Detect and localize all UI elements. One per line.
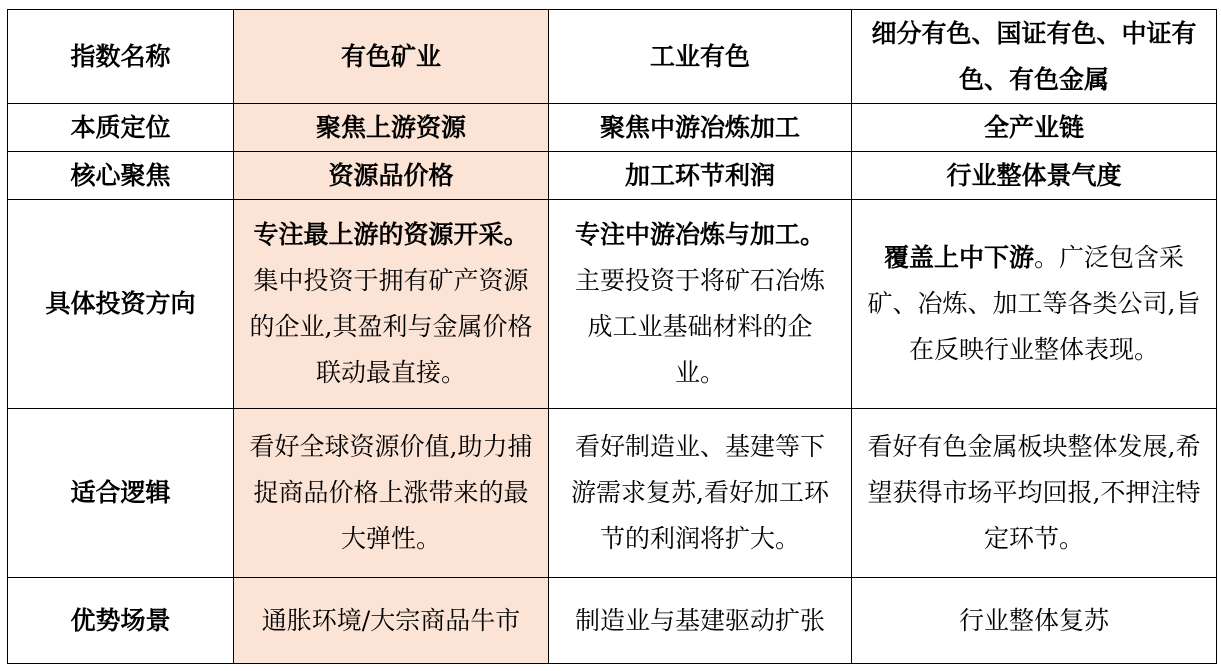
header-cell-broad-nonferrous: 细分有色、国证有色、中证有色、有色金属 <box>852 10 1217 104</box>
table-cell: 加工环节利润 <box>549 152 852 200</box>
table-row <box>8 10 1217 104</box>
row-label: 指数名称 <box>8 10 234 104</box>
cell-body-text: 集中投资于拥有矿产资源的企业,其盈利与金属价格联动最直接。 <box>249 266 533 387</box>
table-row <box>8 578 1217 664</box>
row-label: 优势场景 <box>8 578 234 664</box>
header-cell-nonferrous-mining: 有色矿业 <box>234 10 549 104</box>
table-cell <box>234 200 549 409</box>
row-label: 适合逻辑 <box>8 409 234 578</box>
table-cell: 看好有色金属板块整体发展,希望获得市场平均回报,不押注特定环节。 <box>852 409 1217 578</box>
table-cell: 通胀环境/大宗商品牛市 <box>234 578 549 664</box>
table-cell: 聚焦中游冶炼加工 <box>549 104 852 152</box>
table-cell: 行业整体复苏 <box>852 578 1217 664</box>
header-cell-industrial-nonferrous: 工业有色 <box>549 10 852 104</box>
index-comparison-table <box>7 9 1217 664</box>
table-cell: 全产业链 <box>852 104 1217 152</box>
table-cell: 资源品价格 <box>234 152 549 200</box>
cell-lead-text: 专注中游冶炼与加工。 <box>574 220 825 249</box>
table-cell <box>852 200 1217 409</box>
table-cell: 看好全球资源价值,助力捕捉商品价格上涨带来的最大弹性。 <box>234 409 549 578</box>
table-row <box>8 152 1217 200</box>
table-cell: 看好制造业、基建等下游需求复苏,看好加工环节的利润将扩大。 <box>549 409 852 578</box>
row-label: 核心聚焦 <box>8 152 234 200</box>
table-cell <box>549 200 852 409</box>
cell-lead-text: 覆盖上中下游 <box>883 243 1034 272</box>
table-cell: 制造业与基建驱动扩张 <box>549 578 852 664</box>
cell-lead-text: 专注最上游的资源开采。 <box>253 220 529 249</box>
cell-body-text: 主要投资于将矿石冶炼成工业基础材料的企业。 <box>574 266 825 387</box>
table-cell: 聚焦上游资源 <box>234 104 549 152</box>
table-row <box>8 104 1217 152</box>
row-label: 具体投资方向 <box>8 200 234 409</box>
row-label: 本质定位 <box>8 104 234 152</box>
cell-body-text: 。广泛包含采矿、冶炼、加工等各类公司,旨在反映行业整体表现。 <box>867 243 1201 364</box>
table-cell: 行业整体景气度 <box>852 152 1217 200</box>
table-row <box>8 200 1217 409</box>
table-row <box>8 409 1217 578</box>
